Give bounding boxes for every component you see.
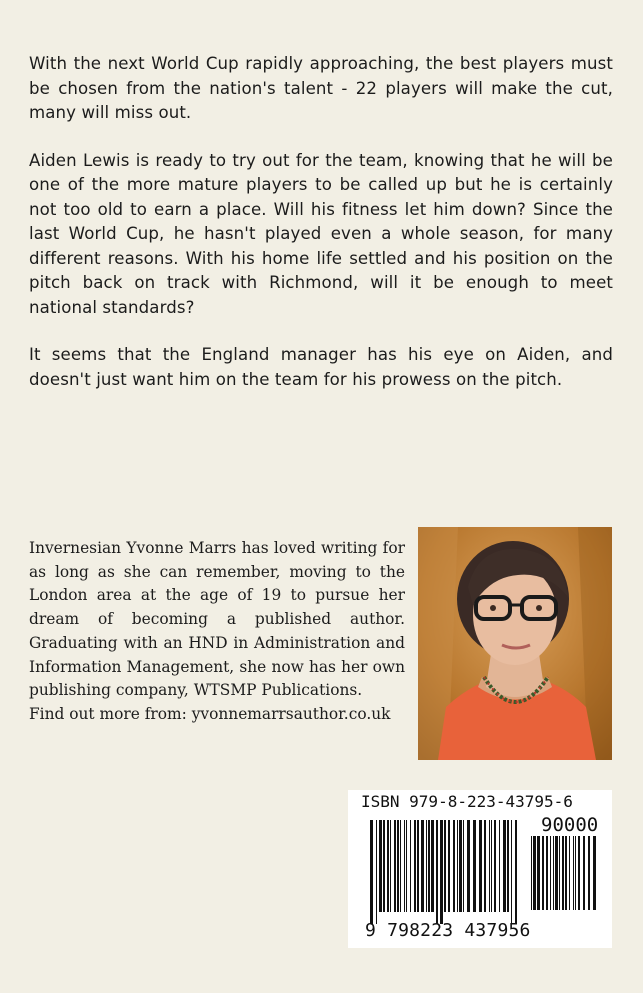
barcode-bar <box>404 820 405 912</box>
barcode-bar <box>583 836 585 910</box>
barcode-bar <box>421 820 424 912</box>
barcode-bar <box>533 836 536 910</box>
barcode-bar <box>400 820 401 912</box>
barcode-bar <box>531 836 532 910</box>
barcode-bar <box>453 820 455 912</box>
barcode-bar <box>479 820 482 912</box>
barcode-bar <box>578 836 580 910</box>
barcode-bar <box>383 820 385 912</box>
barcode-bar <box>503 820 506 912</box>
barcode-bar <box>499 820 500 912</box>
barcode-bar <box>491 820 492 912</box>
barcode-bar <box>448 820 450 912</box>
author-bio-text: Invernesian Yvonne Marrs has loved writing for as long as she can remember, moving to the London area at the age of 19 to pursue her dream of becoming a published author. Graduating with an HND in Administration and Information Management, she now has her own publishing company, WTSMP Publications. <box>29 539 405 700</box>
barcode-bar <box>511 820 512 924</box>
barcode-bar <box>484 820 486 912</box>
barcode-bar <box>414 820 416 912</box>
blurb-paragraph-2: Aiden Lewis is ready to try out for the team, knowing that he will be one of the more mature players to be called up but he is certainly not too old to earn a place. Will his fitness let him down? Since the last World Cup, he hasn't played even a whole season, for many different reasons. With his home life settled and his position on the pitch back on track with Richmond, will it be enough to meet national standards? <box>29 150 613 317</box>
barcode-bar <box>426 820 427 912</box>
barcode-bar <box>390 820 391 912</box>
barcode-bar <box>546 836 548 910</box>
barcode-bar <box>417 820 419 912</box>
isbn-number: ISBN 979-8-223-43795-6 <box>361 792 573 811</box>
barcode-bar <box>573 836 574 910</box>
barcode-bar <box>436 820 438 924</box>
barcode-bar <box>376 820 377 924</box>
barcode-bar <box>379 820 382 912</box>
barcode-bar <box>588 836 590 910</box>
blurb-paragraph-1: With the next World Cup rapidly approaching, the best players must be chosen from the nation's talent - 22 players will make the cut, many will miss out. <box>29 54 613 122</box>
barcode-bar <box>473 820 476 912</box>
barcode-bar <box>537 836 540 910</box>
barcode-bar <box>507 820 509 912</box>
author-bio <box>29 537 405 727</box>
barcode-bars <box>370 820 520 924</box>
barcode-bar <box>559 836 560 910</box>
barcode-bar <box>489 820 490 912</box>
barcode-bar <box>459 820 462 912</box>
barcode-bar <box>575 836 576 910</box>
isbn-barcode <box>348 790 612 948</box>
barcode-bar <box>394 820 396 912</box>
barcode-bar <box>387 820 389 912</box>
barcode-bar <box>397 820 399 912</box>
barcode-bar <box>410 820 411 912</box>
barcode-bar <box>569 836 570 910</box>
blurb-paragraph-3: It seems that the England manager has his eye on Aiden, and doesn't just want him on the team for his prowess on the pitch. <box>29 345 613 389</box>
barcode-bar <box>542 836 544 910</box>
barcode-bar <box>428 820 430 912</box>
addon-barcode-bars <box>531 836 597 922</box>
barcode-digits: 9 798223 437956 <box>365 920 531 941</box>
price-code: 90000 <box>541 814 599 836</box>
barcode-bar <box>431 820 434 912</box>
barcode-bar <box>370 820 373 924</box>
barcode-bar <box>515 820 517 924</box>
barcode-bar <box>553 836 554 910</box>
author-website-line: Find out more from: yvonnemarrsauthor.co.uk <box>29 704 391 723</box>
barcode-bar <box>550 836 551 910</box>
barcode-bar <box>467 820 470 912</box>
barcode-bar <box>440 820 443 924</box>
barcode-bar <box>562 836 564 910</box>
barcode-bar <box>457 820 458 912</box>
barcode-bar <box>406 820 407 912</box>
author-photo <box>418 527 612 760</box>
barcode-bar <box>463 820 464 912</box>
barcode-bar <box>593 836 596 910</box>
barcode-bar <box>555 836 558 910</box>
barcode-bar <box>444 820 446 912</box>
back-cover-blurb <box>29 52 613 415</box>
barcode-bar <box>494 820 496 912</box>
barcode-bar <box>565 836 567 910</box>
